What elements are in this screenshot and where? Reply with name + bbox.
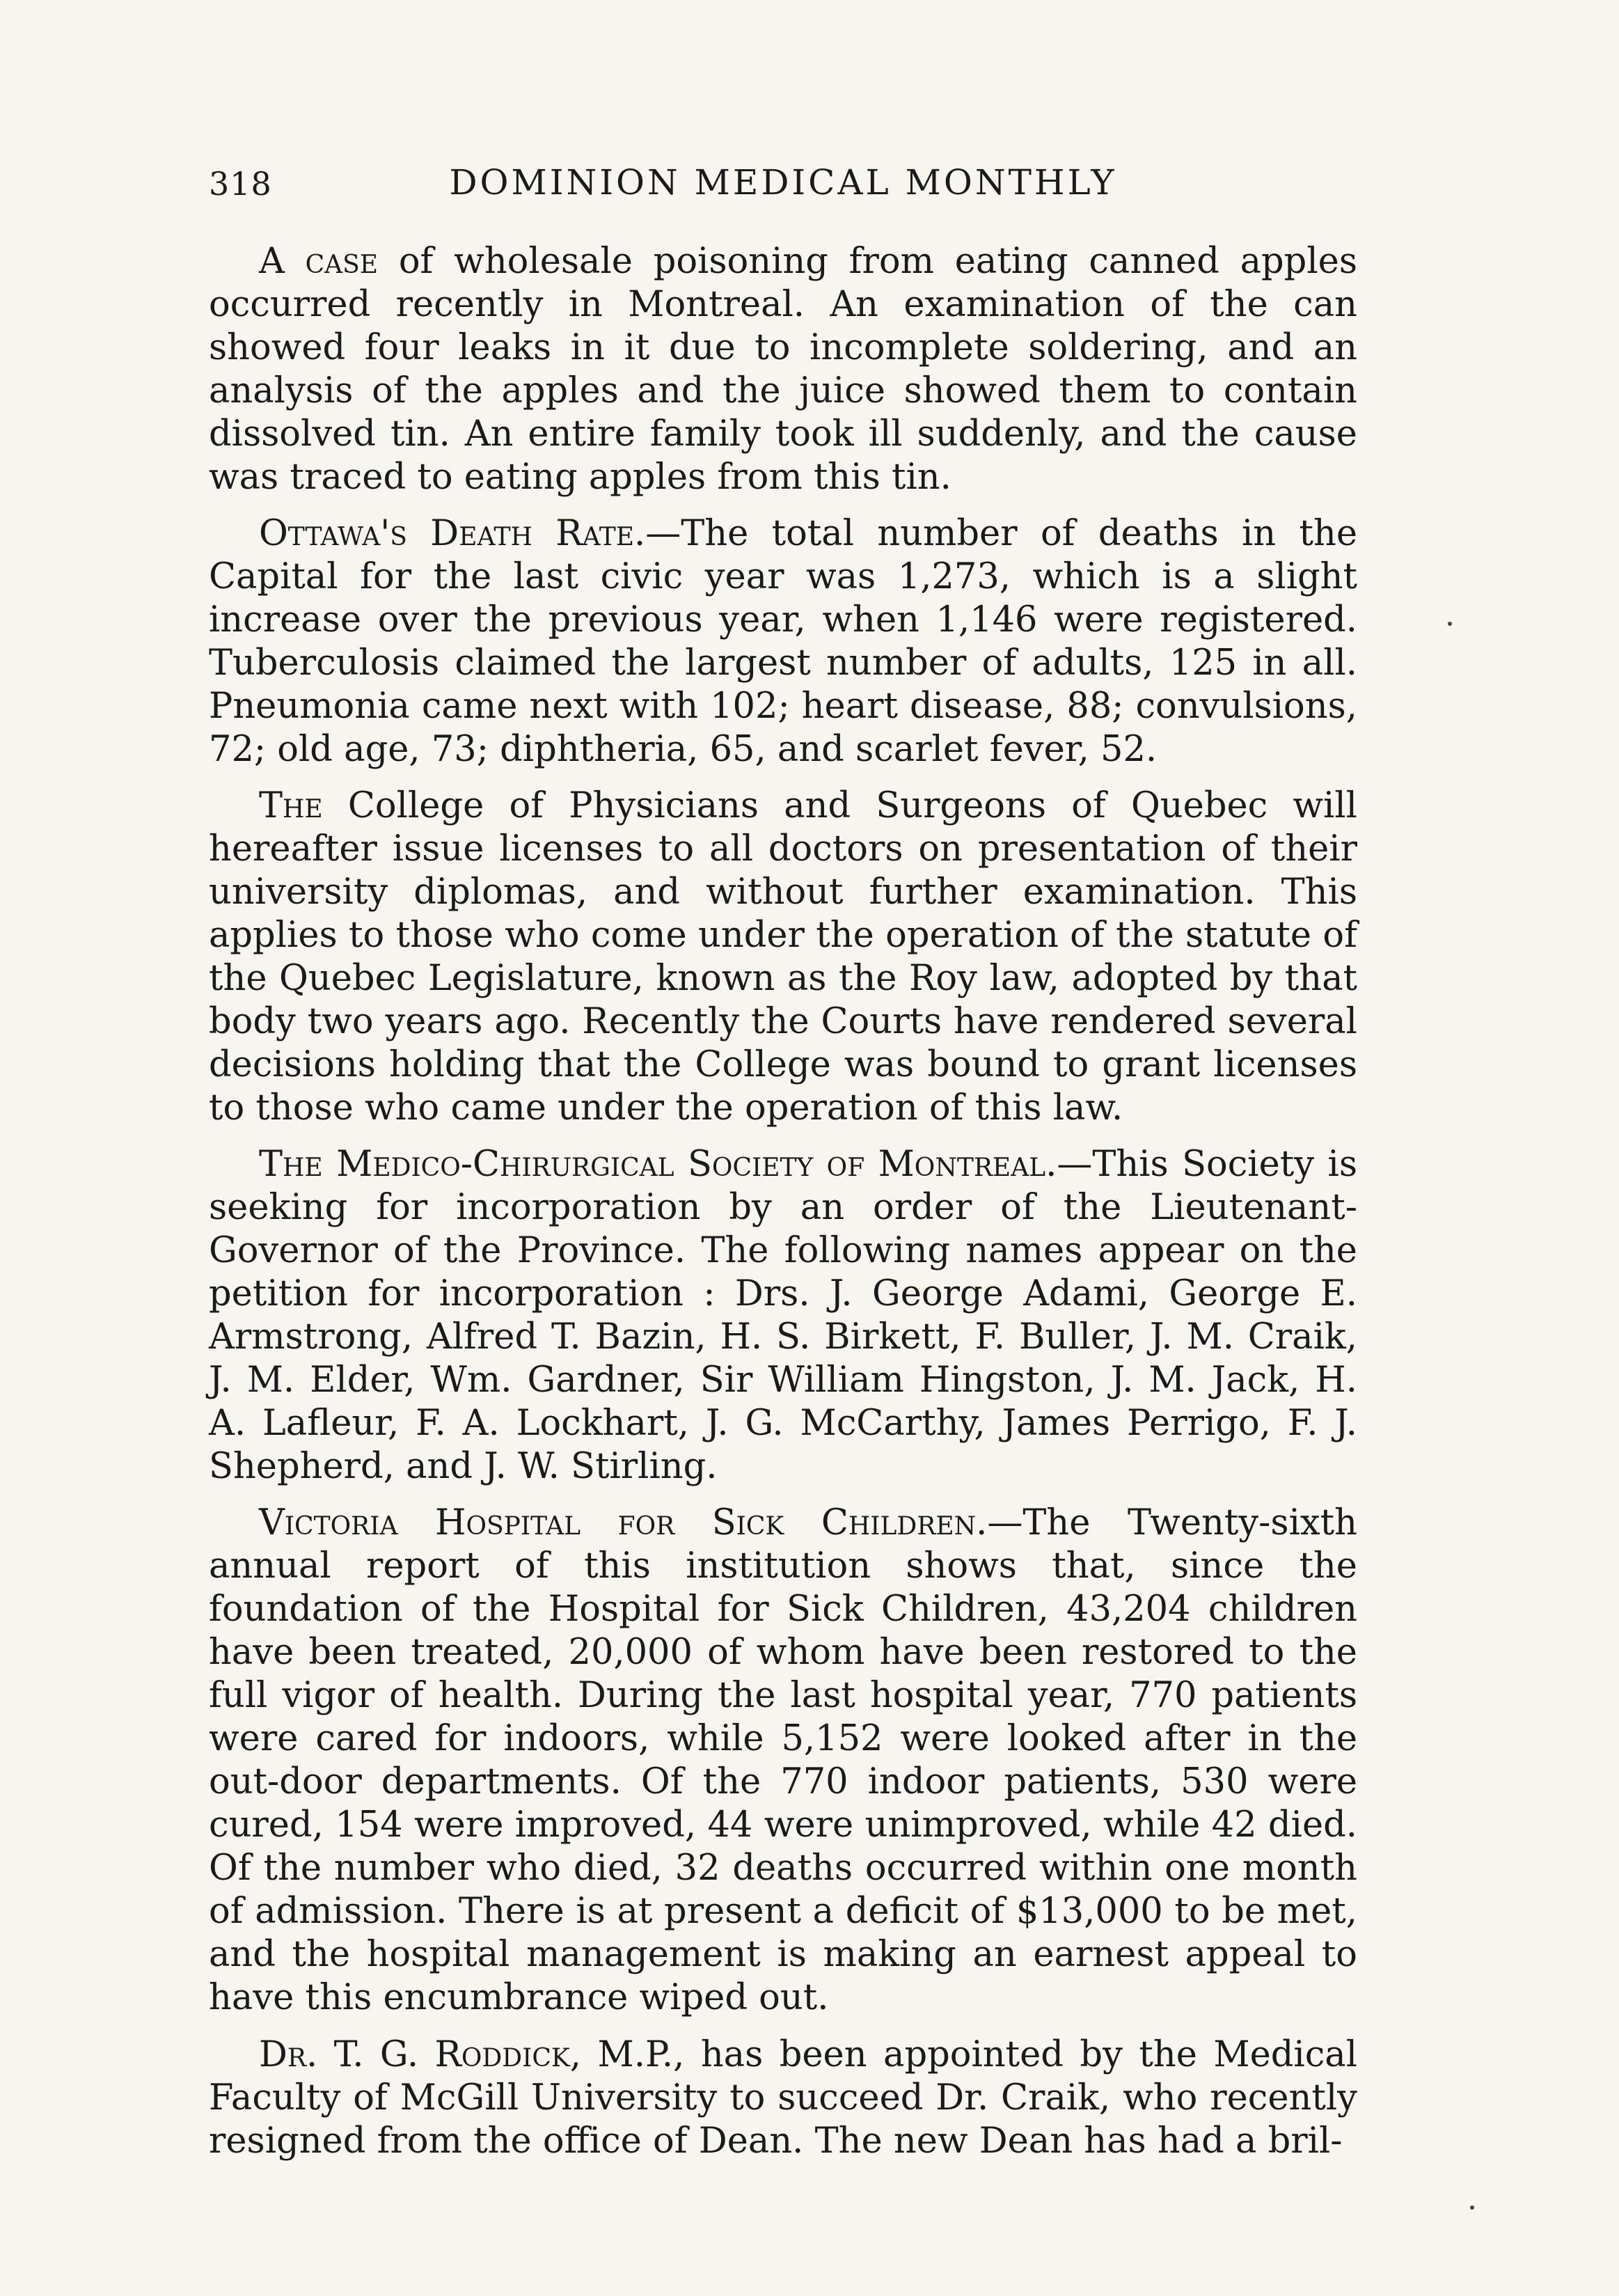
article-body <box>209 240 1357 2163</box>
paragraph-medico-chirurgical-society <box>209 1143 1357 1488</box>
running-title: DOMINION MEDICAL MONTHLY <box>449 162 1117 203</box>
page <box>209 150 1357 2176</box>
paragraph-victoria-hospital <box>209 1502 1357 2020</box>
paragraph-lead: Victoria Hospital for Sick Children. <box>259 1502 988 1543</box>
print-speck <box>1470 2205 1474 2210</box>
paragraph-lead: Ottawa's Death Rate. <box>259 513 646 554</box>
paragraph-quebec-college <box>209 785 1357 1130</box>
paragraph-lead: Dr. T. G. Roddick, <box>259 2034 582 2075</box>
paragraph-lead: The Medico-Chirurgical Society of Montreal. <box>259 1144 1057 1185</box>
paragraph-lead: The <box>259 785 323 826</box>
paragraph-text: —This Society is seeking for incorporation by an order of the Lieutenant-Governor of the Province. The following names appear on the petition for incorporation : Drs. J. George Adami, George E. Armstrong, Alfred T. Bazin, H. S. Birkett, F. Buller, J. M. Craik, J. M. Elder, Wm. Gardner, Sir William Hingston, J. M. Jack, H. A. Lafleur, F. A. Lockhart, J. G. McCarthy, James Perrigo, F. J. Shepherd, and J. W. Stirling. <box>209 1144 1357 1487</box>
print-speck <box>1448 622 1452 626</box>
paragraph-lead: A case <box>259 241 379 282</box>
paragraph-roddick-appointment <box>209 2034 1357 2163</box>
paragraph-text: of wholesale poisoning from eating canned apples occurred recently in Montreal. An examination of the can showed four leaks in it due to incomplete soldering, and an analysis of the apples and the juice showed them to contain dissolved tin. An entire family took ill suddenly, and the cause was traced to eating apples from this tin. <box>209 241 1357 498</box>
page-number: 318 <box>209 165 272 203</box>
paragraph-text: —The total number of deaths in the Capital for the last civic year was 1,273, which is a slight increase over the previous year, when 1,146 were registered. Tuberculosis claimed the largest number of adults, 125 in all. Pneumonia came next with 102; heart disease, 88; convulsions, 72; old age, 73; diphtheria, 65, and scarlet fever, 52. <box>209 513 1358 770</box>
paragraph-canned-apples <box>209 240 1357 499</box>
page-header <box>209 150 1357 226</box>
paragraph-text: College of Physicians and Surgeons of Quebec will hereafter issue licenses to all doctors on presentation of their university diplomas, and without further examination. This applies to those who come under the operation of the statute of the Quebec Legislature, known as the Roy law, adopted by that body two years ago. Recently the Courts have rendered several decisions holding that the College was bound to grant licenses to those who came under the operation of this law. <box>209 785 1357 1129</box>
paragraph-text: M.P., has been appointed by the Medical Faculty of McGill University to succeed Dr. Craik, who recently resigned from the office of Dean. The new Dean has had a bril- <box>209 2034 1358 2162</box>
paragraph-ottawa-death-rate <box>209 512 1357 771</box>
paragraph-text: —The Twenty-sixth annual report of this institution shows that, since the foundation of the Hospital for Sick Children, 43,204 children have been treated, 20,000 of whom have been restored to the full vigor of health. During the last hospital year, 770 patients were cared for indoors, while 5,152 were looked after in the out-door departments. Of the 770 indoor patients, 530 were cured, 154 were improved, 44 were unimproved, while 42 died. Of the number who died, 32 deaths occurred within one month of admission. There is at present a deficit of $13,000 to be met, and the hospital management is making an earnest appeal to have this encumbrance wiped out. <box>209 1502 1357 2018</box>
